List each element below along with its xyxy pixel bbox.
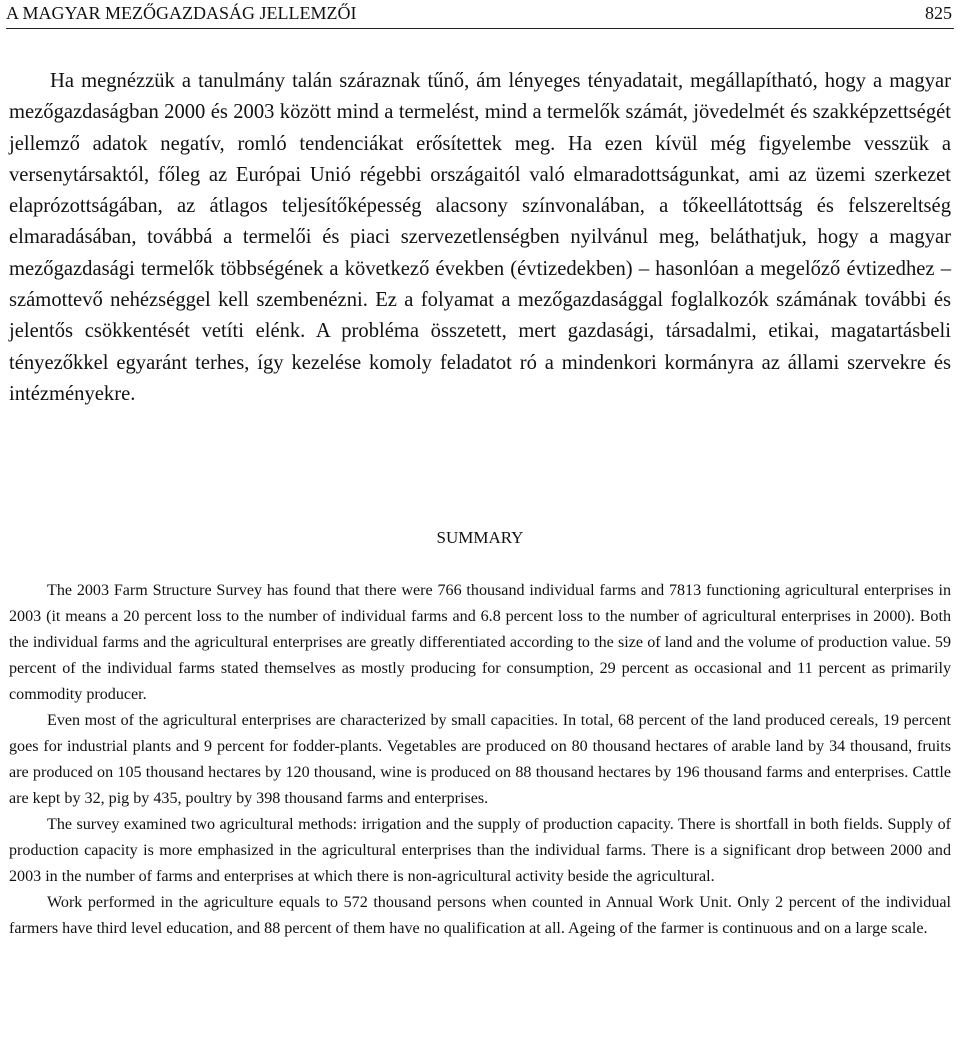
summary-paragraph: The 2003 Farm Structure Survey has found that there were 766 thousand individual farms and 7813 functioning agricultural enterprises in 2003 (it means a 20 percent loss to the number of individual farms and 6.8 percent loss to the number of agricultural enterprises in 2000). Both the individual farms and the agricultural enterprises are greatly differentiated according to the size of land and the volume of production value. 59 percent of the individual farms stated themselves as mostly producing for consumption, 29 percent as occasional and 11 percent as primarily commodity producer. (9, 582, 951, 703)
summary-paragraph: The survey examined two agricultural methods: irrigation and the supply of production capacity. There is shortfall in both fields. Supply of production capacity is more emphasized in the agricultural enterprises than the individual farms. There is a significant drop between 2000 and 2003 in the number of farms and enterprises at which there is non-agricultural activity beside the agricultural. (9, 816, 951, 885)
header-title: A MAGYAR MEZŐGAZDASÁG JELLEMZŐI (6, 3, 357, 23)
running-header (6, 0, 954, 29)
summary-heading: SUMMARY (436, 528, 524, 547)
conclusion-paragraph: Ha megnézzük a tanulmány talán száraznak tűnő, ám lényeges tényadatait, megállapítható, hogy a magyar mezőgazdaságban 2000 és 2003 között mind a termelést, mind a termelők számát, jövedelmét és szakképzettségét jellemző adatok negatív, romló tendenciákat erősítettek meg. Ha ezen kívül még figyelembe vesszük a versenytársaktól, főleg az Európai Unió régebbi országaitól való elmaradottságunkat, ami az üzemi szerkezet elaprózottságában, az átlagos teljesítőképesség alacsony színvonalában, a tőkeellátottság és felszereltség elmaradásában, továbbá a termelői és piaci szervezetlenségben nyilvánul meg, beláthatjuk, hogy a magyar mezőgazdasági termelők többségének a következő években (évtizedekben) – hasonlóan a megelőző évtizedhez – számottevő nehézséggel kell szembenézni. Ez a folyamat a mezőgazdasággal foglalkozók számának további és jelentős csökkentését vetíti elénk. A probléma összetett, mert gazdasági, társadalmi, etikai, magatartásbeli tényezőkkel egyaránt terhes, így kezelése komoly feladatot ró a mindenkori kormányra az állami szervekre és intézményekre. (9, 70, 951, 405)
summary-section (9, 578, 951, 942)
page-number: 825 (925, 3, 952, 23)
summary-paragraph: Work performed in the agriculture equals to 572 thousand persons when counted in Annual Work Unit. Only 2 percent of the individual farmers have third level education, and 88 percent of them have no qualification at all. Ageing of the farmer is continuous and on a large scale. (9, 894, 951, 937)
summary-paragraph: Even most of the agricultural enterprises are characterized by small capacities. In total, 68 percent of the land produced cereals, 19 percent goes for industrial plants and 9 percent for fodder-plants. Vegetables are produced on 80 thousand hectares of arable land by 34 thousand, fruits are produced on 105 thousand hectares by 120 thousand, wine is produced on 88 thousand hectares by 196 thousand farms and enterprises. Cattle are kept by 32, pig by 435, poultry by 398 thousand farms and enterprises. (9, 712, 951, 807)
body-text (9, 66, 951, 410)
